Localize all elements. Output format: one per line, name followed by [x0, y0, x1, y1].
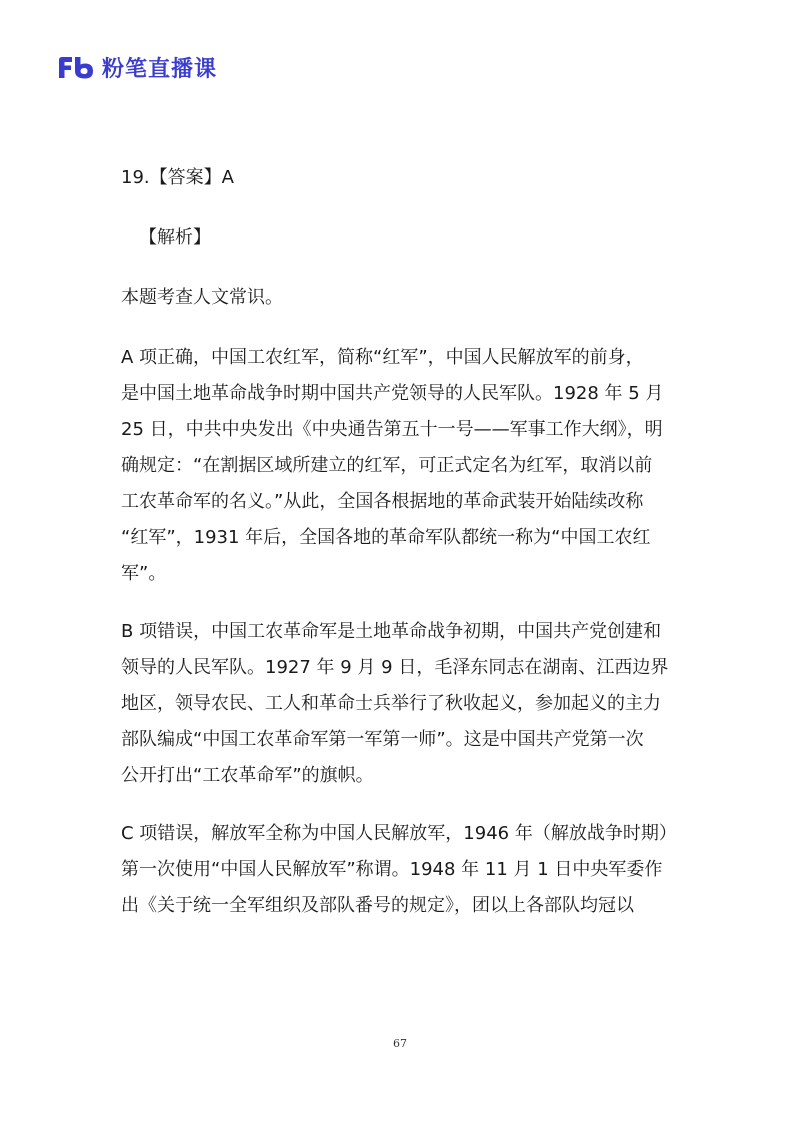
text-line: 公开打出“工农革命军”的旗帜。 [121, 765, 374, 786]
text-line: C 项错误，解放军全称为中国人民解放军，1946 年（解放战争时期） [121, 823, 677, 844]
text-line: 出《关于统一全军组织及部队番号的规定》，团以上各部队均冠以 [121, 895, 634, 916]
text-line: 地区，领导农民、工人和革命士兵举行了秋收起义，参加起义的主力 [121, 693, 661, 714]
topic-line: 本题考查人文常识。 [121, 287, 283, 308]
paragraph-option-c [121, 816, 681, 924]
paragraph-option-a [121, 340, 681, 592]
header [56, 52, 217, 82]
brand-name: 粉笔直播课 [102, 56, 218, 82]
text-line: 部队编成“中国工农革命军第一军第一师”。这是中国共产党第一次 [121, 729, 644, 750]
text-line: 是中国土地革命战争时期中国共产党领导的人民军队。1928 年 5 月 [121, 383, 664, 404]
text-line: 领导的人民军队。1927 年 9 月 9 日，毛泽东同志在湖南、江西边界 [121, 657, 669, 678]
fb-logo-icon [56, 54, 96, 80]
text-line: “红军”，1931 年后，全国各地的革命军队都统一称为“中国工农红 [121, 527, 651, 548]
text-line: 军”。 [121, 563, 167, 584]
text-line: 25 日，中共中央发出《中央通告第五十一号——军事工作大纲》，明 [121, 419, 663, 440]
document-body [121, 160, 681, 946]
question-number-answer: 19.【答案】A [121, 167, 234, 188]
text-line: A 项正确，中国工农红军，简称“红军”，中国人民解放军的前身， [121, 347, 644, 368]
text-line: 第一次使用“中国人民解放军”称谓。1948 年 11 月 1 日中央军委作 [121, 859, 663, 880]
text-line: B 项错误，中国工农革命军是土地革命战争初期，中国共产党创建和 [121, 621, 662, 642]
paragraph-option-b [121, 614, 681, 794]
page-number: 67 [393, 1037, 407, 1050]
text-line: 工农革命军的名义。”从此，全国各根据地的革命武装开始陆续改称 [121, 491, 644, 512]
text-line: 确规定：“在割据区域所建立的红军，可正式定名为红军，取消以前 [121, 455, 653, 476]
analysis-label: 【解析】 [139, 227, 211, 248]
